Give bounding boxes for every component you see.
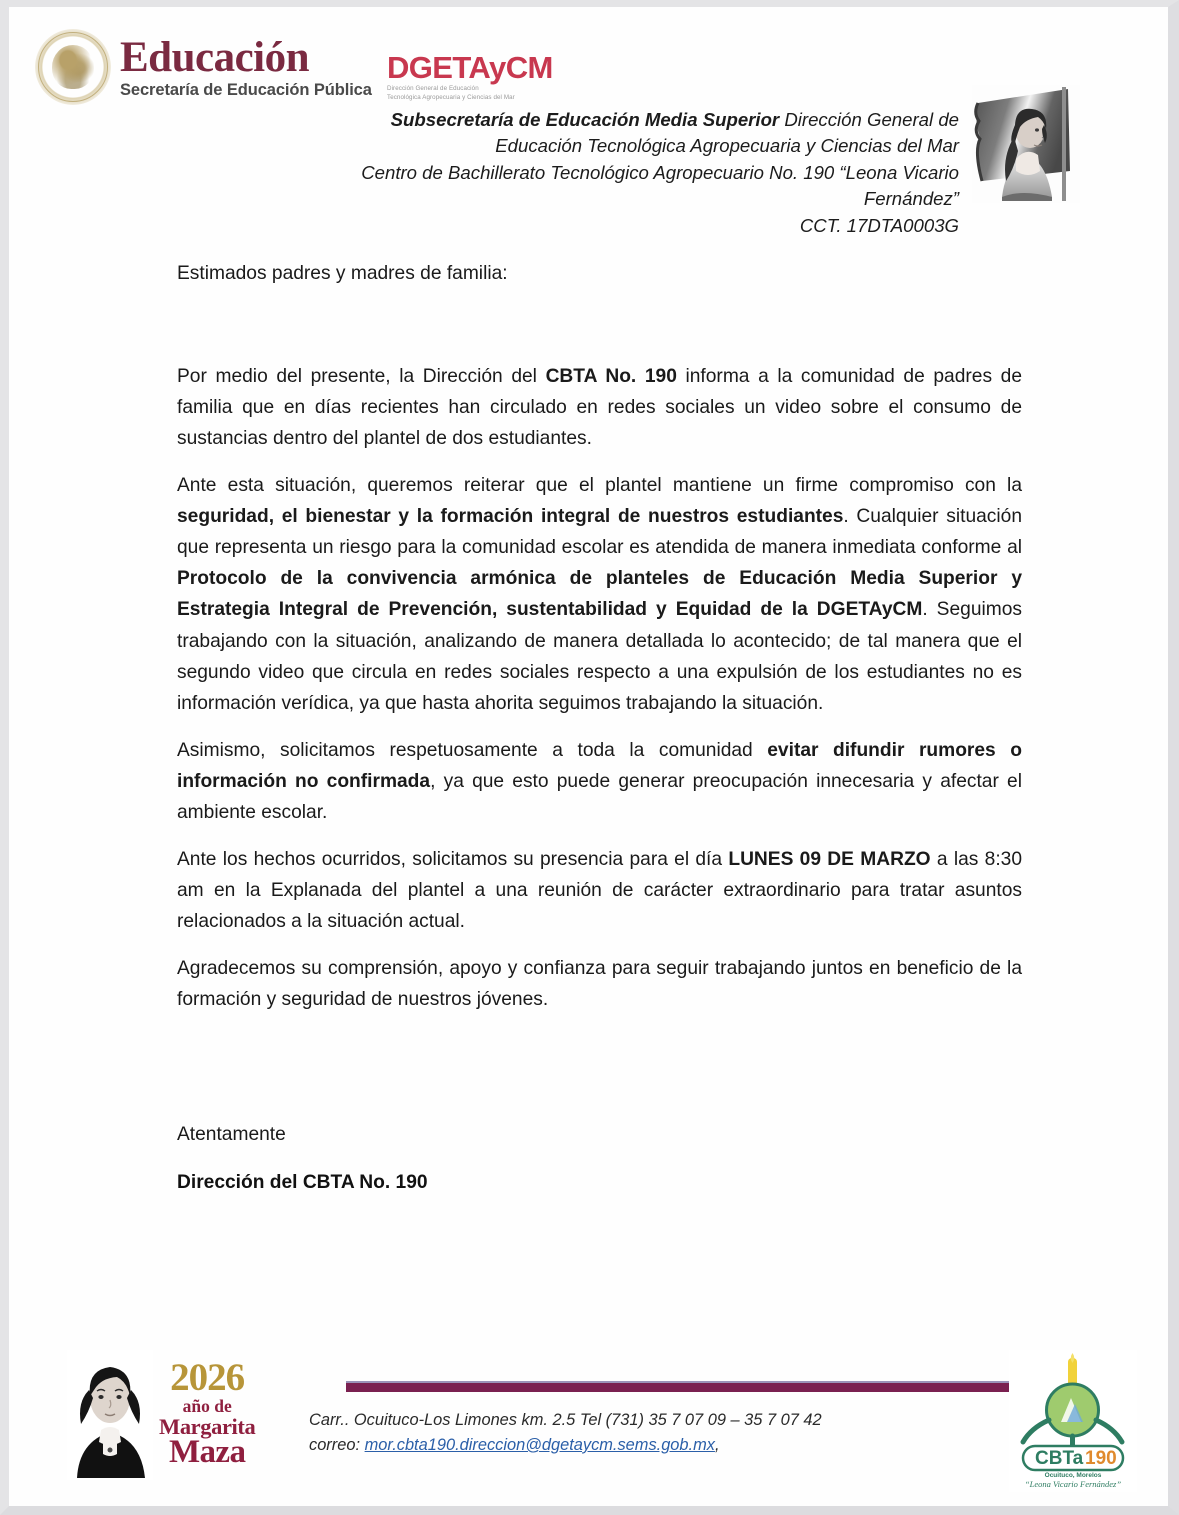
body-text: . Seguimos trabajando con la situación, analizando de manera detallada lo acontecido; de tal manera que el segundo video que circula en redes sociales respecto a una expulsión de los estudiantes no es información verídica, ya que hasta ahorita seguimos trabajando la situación. <box>177 599 1023 714</box>
maza-name-line1: Margarita <box>159 1413 256 1439</box>
footer-contact-info <box>309 1408 1029 1458</box>
body-text: a las 8:30 am en la Explanada del plantel a una reunión de carácter extraordinario para tratar asuntos relacionados a la situación actual. <box>177 849 1022 933</box>
footer-divider-bar <box>346 1381 1036 1392</box>
footer-email-line <box>309 1433 1029 1458</box>
body-text: . Cualquier situación que representa un riesgo para la comunidad escolar es atendida de manera inmediata conforme al <box>177 506 1022 559</box>
svg-text:Ocuituco, Morelos: Ocuituco, Morelos <box>1044 1472 1102 1479</box>
dgetaycm-expansion-line2: Tecnológica Agropecuaria y Ciencias del Mar <box>387 93 515 101</box>
body-text: Asimismo, solicitamos respetuosamente a toda la comunidad <box>177 739 768 761</box>
letter-greeting: Estimados padres y madres de familia: <box>177 263 508 284</box>
org-subsecretaria: Subsecretaría de Educación Media Superior <box>390 109 780 130</box>
emphasis-text: evitar difundir rumores o información no confirmada <box>177 739 1022 792</box>
margarita-maza-portrait-icon <box>67 1350 153 1480</box>
cbta-190-logo <box>1009 1350 1137 1492</box>
body-text: Agradecemos su comprensión, apoyo y confianza para seguir trabajando juntos en beneficio de la formación y seguridad de nuestros jóvenes. <box>177 958 1022 1011</box>
margarita-maza-text <box>159 1350 255 1469</box>
maza-anio-de: año de <box>182 1396 232 1416</box>
dgetaycm-logo <box>387 52 617 103</box>
org-line-1 <box>309 107 959 133</box>
letter-signature-block <box>177 1124 777 1194</box>
emphasis-text: CBTA No. 190 <box>545 365 677 387</box>
footer-email-trailing: , <box>714 1435 720 1454</box>
letter-paragraphs <box>177 361 1022 1016</box>
document-footer <box>9 1332 1168 1506</box>
dgetaycm-expansion-line1: Dirección General de Educación <box>387 85 479 92</box>
letter-paragraph <box>177 361 1022 454</box>
maza-year: 2026 <box>170 1356 245 1399</box>
letter-body <box>177 260 1022 1032</box>
org-cct-code: CCT. 17DTA0003G <box>799 214 959 236</box>
footer-email-label: correo: <box>309 1435 365 1454</box>
org-line-2: Educación Tecnológica Agropecuaria y Ciencias del Mar <box>495 135 959 157</box>
body-text: Ante los hechos ocurridos, solicitamos su presencia para el día <box>177 849 729 871</box>
footer-email-link[interactable]: mor.cbta190.direccion@dgetaycm.sems.gob.mx <box>364 1435 715 1454</box>
dgetaycm-acronym: DGETAyCM <box>387 50 553 85</box>
body-text: informa a la comunidad de padres de familia que en días recientes han circulado en redes sociales un video sobre el consumo de sustancias dentro del plantel de dos estudiantes. <box>177 365 1022 449</box>
org-line-4: Fernández” <box>863 188 959 210</box>
emphasis-text: seguridad, el bienestar y la formación integral de nuestros estudiantes <box>177 506 844 528</box>
letter-paragraph <box>177 470 1022 719</box>
body-text: , ya que esto puede generar preocupación innecesaria y afectar el ambiente escolar. <box>177 770 1022 824</box>
letter-paragraph <box>177 735 1022 828</box>
emphasis-text: LUNES 09 DE MARZO <box>728 849 931 871</box>
mexican-eagle-seal-icon <box>35 29 111 105</box>
sep-logo-subtitle: Secretaría de Educación Pública <box>120 80 372 99</box>
document-sheet <box>9 7 1168 1506</box>
org-direccion-general: Dirección General de <box>779 109 959 130</box>
dgetaycm-expansion <box>387 85 617 103</box>
body-text: Ante esta situación, queremos reiterar que el plantel mantiene un firme compromiso con la <box>177 475 1022 497</box>
sep-logo <box>35 29 372 105</box>
body-text: Por medio del presente, la Dirección del <box>177 365 546 387</box>
leona-vicario-flag-image <box>972 85 1080 203</box>
maza-name-line2: Maza <box>168 1434 246 1470</box>
emphasis-text: Protocolo de la convivencia armónica de planteles de Educación Media Superior y Estrategia Integral de Prevención, sustentabilidad y Equidad de la DGETAyCM <box>177 568 1022 621</box>
letter-paragraph <box>177 844 1022 937</box>
svg-text:190: 190 <box>1085 1448 1117 1469</box>
signature-closing: Atentamente <box>177 1124 286 1145</box>
sep-logo-title: Educación <box>120 33 310 81</box>
footer-address-line: Carr.. Ocuituco-Los Limones km. 2.5 Tel (731) 35 7 07 09 – 35 7 07 42 <box>309 1411 822 1429</box>
organization-heading <box>309 107 959 239</box>
greeting-spacer <box>177 289 1022 361</box>
sep-logo-text <box>120 33 372 99</box>
margarita-maza-2026-logo <box>67 1350 275 1482</box>
letter-paragraph <box>177 953 1022 1015</box>
signature-signer: Dirección del CBTA No. 190 <box>177 1172 428 1193</box>
document-header <box>9 7 1168 247</box>
svg-text:CBTa: CBTa <box>1035 1448 1084 1469</box>
org-line-3: Centro de Bachillerato Tecnológico Agropecuario No. 190 “Leona Vicario <box>361 161 959 183</box>
svg-text:“Leona Vicario Fernández”: “Leona Vicario Fernández” <box>1024 1479 1122 1489</box>
